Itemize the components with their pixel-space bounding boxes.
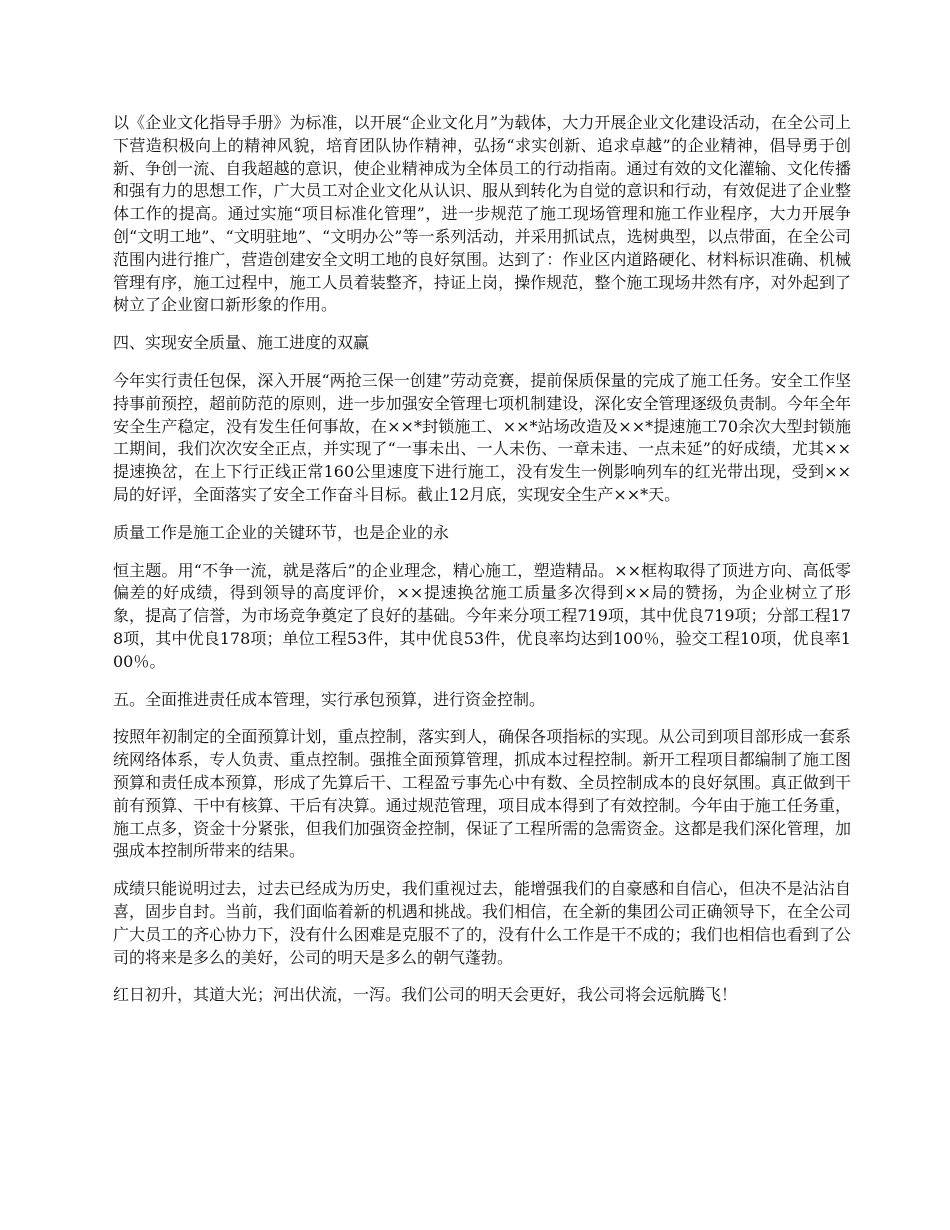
- document-body: [113, 112, 851, 1022]
- section-heading-cost-management: 五。全面推进责任成本管理，实行承包预算，进行资金控制。: [113, 689, 546, 709]
- paragraph-closing: 红日初升，其道大光；河出伏流，一泻。我们公司的明天会更好，我公司将会远航腾飞！: [113, 985, 738, 1005]
- paragraph-quality-intro: 质量工作是施工企业的关键环节，也是企业的永: [113, 522, 450, 542]
- paragraph-outlook: 成绩只能说明过去，过去已经成为历史，我们重视过去，能增强我们的自豪感和自信心，但决不是沾沾自喜，固步自封。当前，我们面临着新的机遇和挑战。我们相信，在全新的集团公司正确领导下，在全公司广大员工的齐心协力下，没有什么困难是克服不了的，没有什么工作是干不成的；我们也相信也看到了公司的将来是多么的美好，公司的明天是多么的朝气蓬勃。: [113, 879, 851, 967]
- paragraph-budget: 按照年初制定的全面预算计划，重点控制，落实到人，确保各项指标的实现。从公司到项目部形成一套系统网络体系，专人负责、重点控制。强推全面预算管理，抓成本过程控制。新开工程项目都编制了施工图预算和责任成本预算，形成了先算后干、工程盈亏事先心中有数、全员控制成本的良好氛围。真正做到干前有预算、干中有核算、干后有决算。通过规范管理，项目成本得到了有效控制。今年由于施工任务重，施工点多，资金十分紧张，但我们加强资金控制，保证了工程所需的急需资金。这都是我们深化管理，加强成本控制所带来的结果。: [113, 727, 851, 861]
- paragraph-quality: 恒主题。用“不争一流，就是落后”的企业理念，精心施工，塑造精品。××框构取得了顶进方向、高低零偏差的好成绩，得到领导的高度评价，××提速换岔施工质量多次得到××局的赞扬，为企业树立了形象，提高了信誉，为市场竞争奠定了良好的基础。今年来分项工程719项，其中优良719项；分部工程178项，其中优良178项；单位工程53件，其中优良53件，优良率均达到100％，验交工程10项，优良率100％。: [113, 560, 851, 671]
- paragraph-safety: 今年实行责任包保，深入开展“两抢三保一创建”劳动竞赛，提前保质保量的完成了施工任务。安全工作坚持事前预控，超前防范的原则，进一步加强安全管理七项机制建设，深化安全管理逐级负责制。今年全年安全生产稳定，没有发生任何事故，在××*封锁施工、××*站场改造及××*提速施工70余次大型封锁施工期间，我们次次安全正点，并实现了“一事未出、一人未伤、一章未违、一点未延”的好成绩，尤其××提速换岔，在上下行正线正常160公里速度下进行施工，没有发生一例影响列车的红光带出现，受到××局的好评，全面落实了安全工作奋斗目标。截止12月底，实现安全生产××*天。: [113, 370, 851, 504]
- section-heading-safety-quality: 四、实现安全质量、施工进度的双赢: [113, 333, 370, 353]
- paragraph-corporate-culture: 以《企业文化指导手册》为标准，以开展“企业文化月”为载体，大力开展企业文化建设活动，在全公司上下营造积极向上的精神风貌，培育团队协作精神，弘扬“求实创新、追求卓越”的企业精神，倡导勇于创新、争创一流、自我超越的意识，使企业精神成为全体员工的行动指南。通过有效的文化灌输、文化传播和强有力的思想工作，广大员工对企业文化从认识、服从到转化为自觉的意识和行动，有效促进了企业整体工作的提高。通过实施“项目标准化管理”，进一步规范了施工现场管理和施工作业程序，大力开展争创“文明工地”、“文明驻地”、“文明办公”等一系列活动，并采用抓试点，选树典型，以点带面，在全公司范围内进行推广，营造创建安全文明工地的良好氛围。达到了：作业区内道路硬化、材料标识准确、机械管理有序，施工过程中，施工人员着装整齐，持证上岗，操作规范，整个施工现场井然有序，对外起到了树立了企业窗口新形象的作用。: [113, 113, 851, 315]
